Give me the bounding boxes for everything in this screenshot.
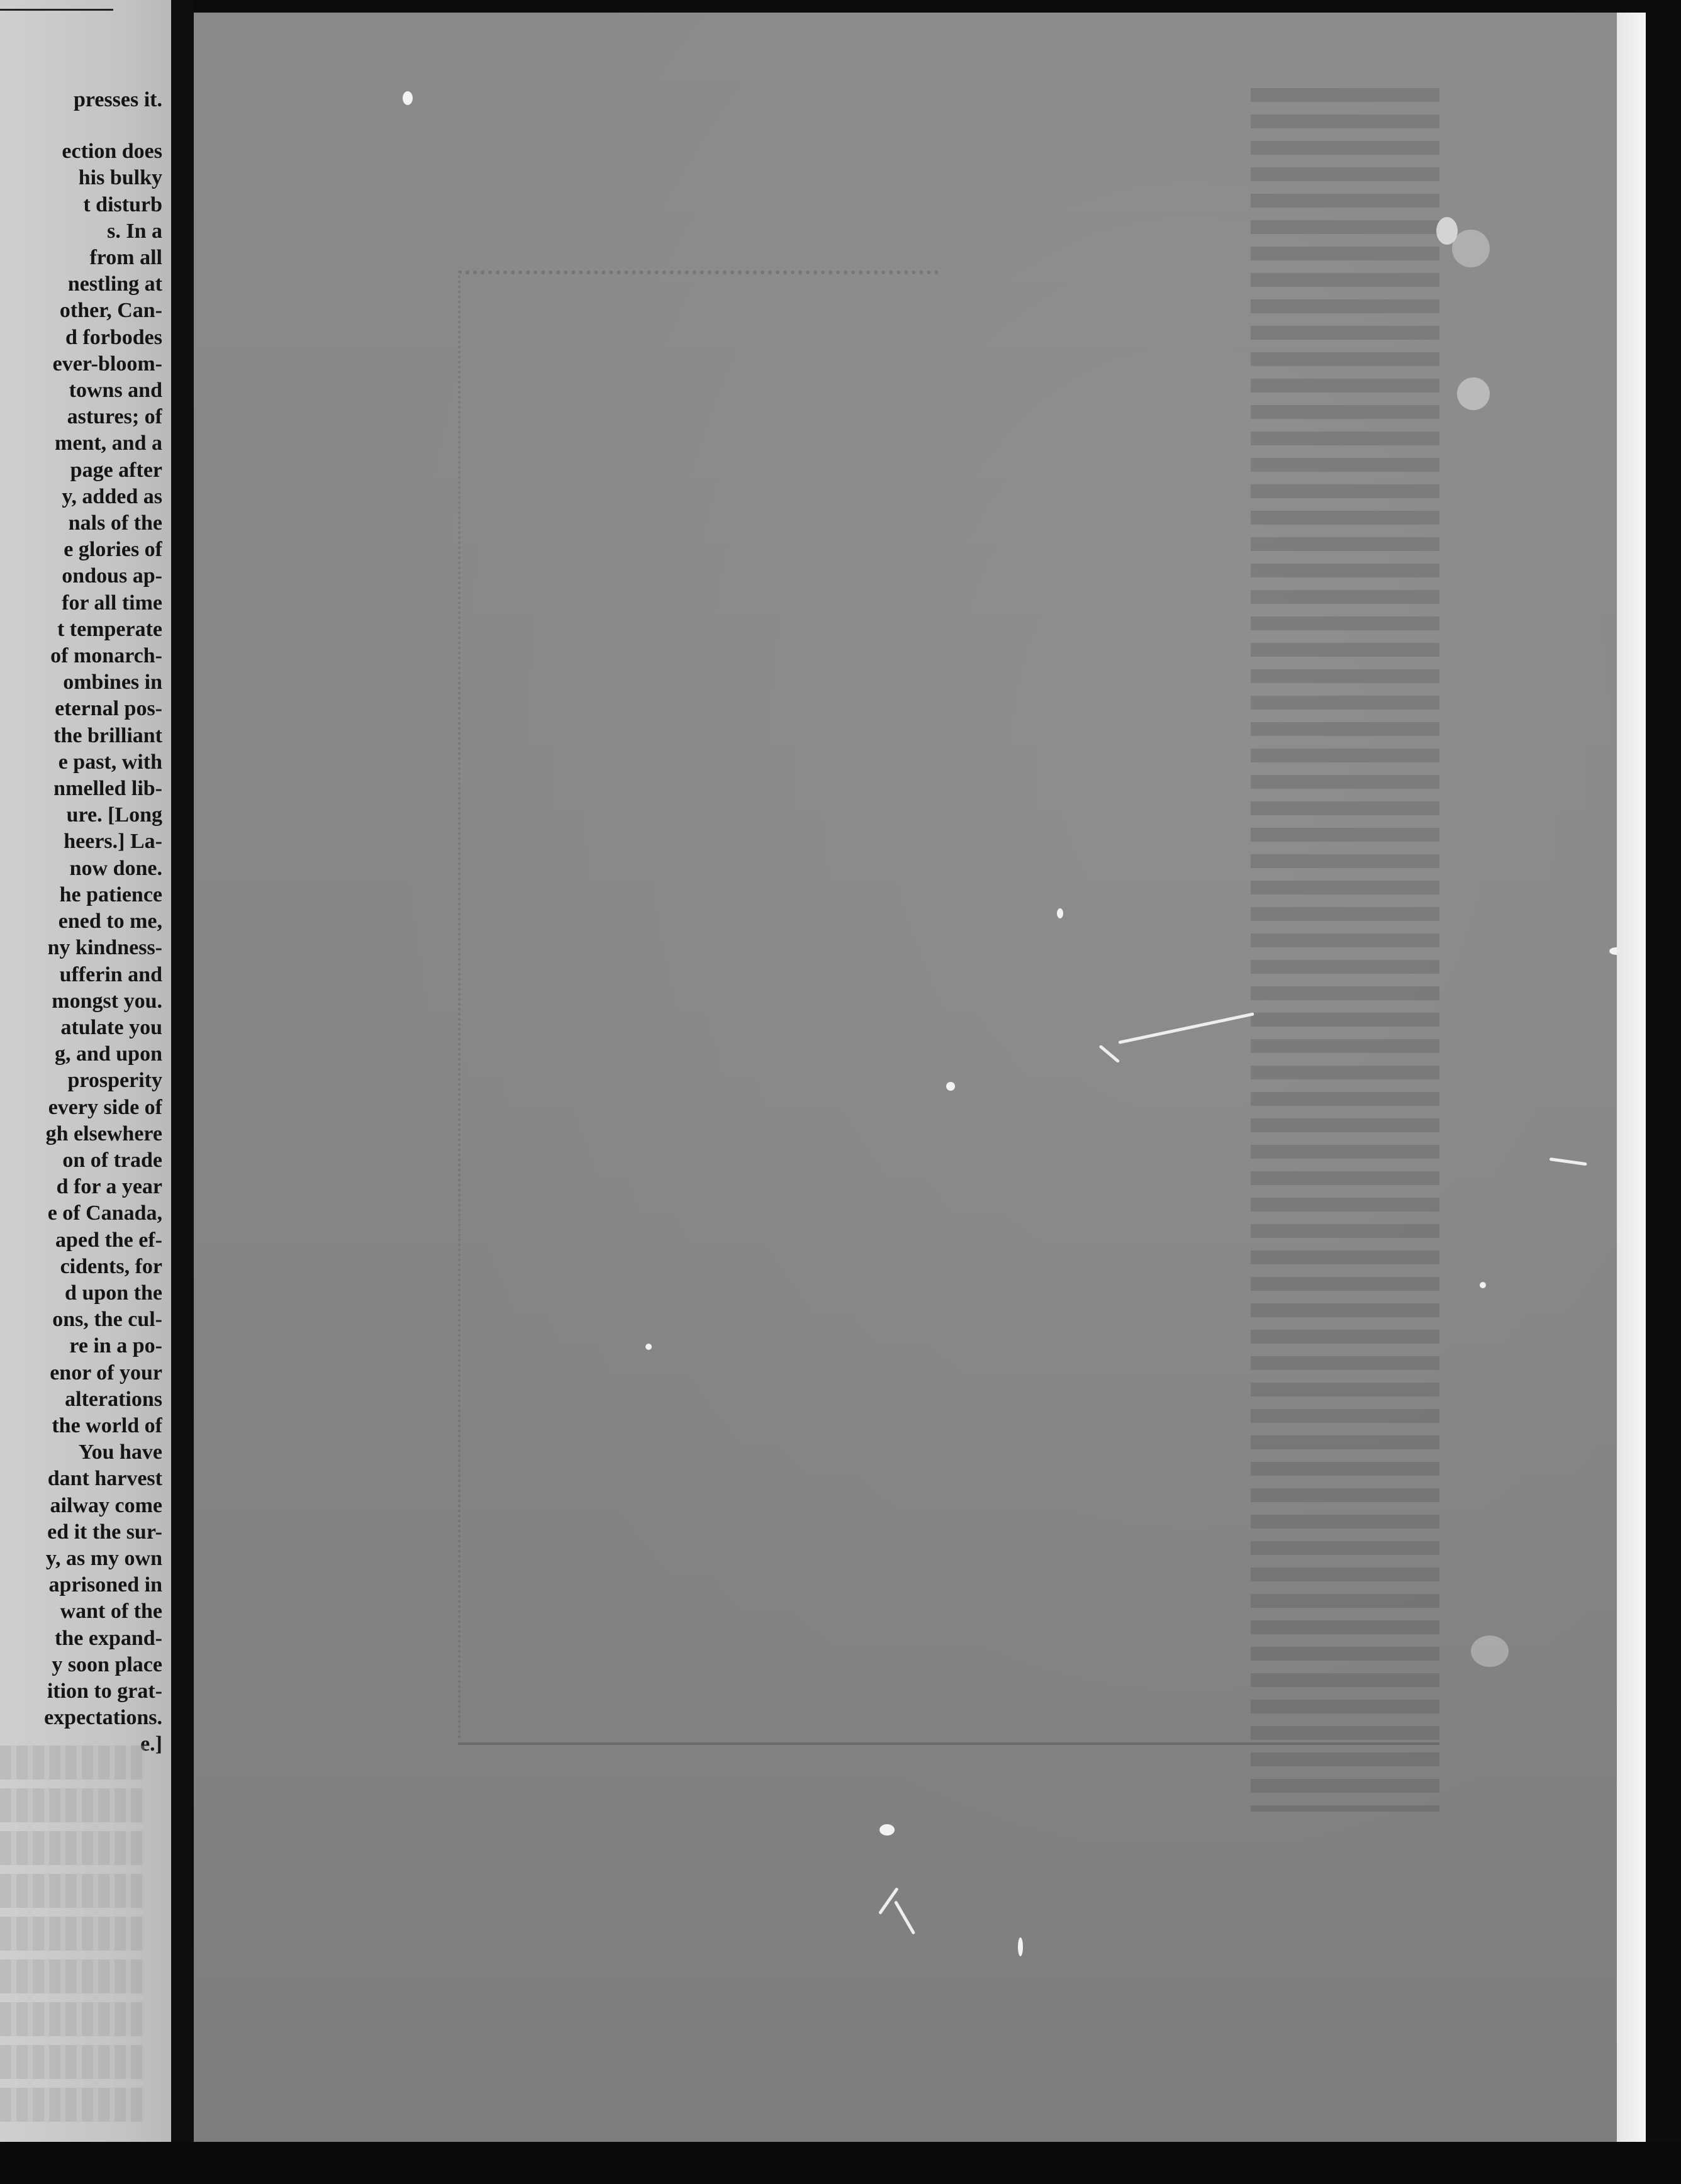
column-line: ever-bloom- [52,352,162,376]
column-line: y, added as [62,484,162,508]
bleed-through-frame [458,270,939,1740]
column-rule [0,9,113,11]
column-line: You have [78,1440,162,1464]
column-line: ure. [Long [66,803,162,827]
column-line: astures; of [67,405,162,429]
column-line: ition to grat- [47,1679,162,1703]
column-line: eternal pos- [55,697,162,721]
column-line: aprisoned in [48,1573,162,1597]
column-line: d upon the [65,1281,162,1305]
page-gutter [171,0,194,2184]
column-line: d for a year [56,1175,162,1199]
column-text [0,87,162,1758]
column-line: gh elsewhere [45,1122,162,1145]
column-line: page after [70,458,162,482]
column-line: aped the ef- [55,1228,162,1252]
column-line: the brilliant [53,723,162,747]
column-line: ection does [62,140,162,164]
dust-speck [946,1082,955,1091]
column-line: ufferin and [59,962,162,986]
dust-speck [1480,1282,1486,1288]
dust-speck [1018,1937,1023,1956]
column-line: of monarch- [50,644,162,668]
scratch-mark [1118,1012,1254,1044]
column-line: now done. [69,856,162,880]
column-line: nmelled lib- [53,777,162,801]
column-line: ed it the sur- [47,1520,162,1544]
column-line: d forbodes [65,325,162,349]
scratch-mark [894,1900,915,1934]
column-line: e of Canada, [47,1201,162,1225]
dust-speck [403,91,413,105]
column-line: ombines in [63,671,162,694]
column-line: ailway come [50,1493,162,1517]
column-line: presses it. [73,88,162,111]
column-line: e glories of [64,538,162,562]
column-line: heers.] La- [64,830,162,854]
dust-speck [880,1824,895,1836]
bleed-through-rule [458,1742,1439,1745]
column-line: t disturb [83,192,162,216]
column-line: ment, and a [55,432,162,455]
column-line: other, Can- [59,299,162,323]
dust-speck [1057,908,1063,918]
column-line: y soon place [52,1652,162,1676]
column-line: expectations. [44,1706,162,1730]
dust-speck [645,1344,652,1350]
column-line: for all time [62,591,162,615]
column-line: towns and [69,379,162,403]
column-line: g, and upon [54,1042,162,1066]
column-line: t temperate [57,617,162,641]
scratch-mark [1550,1157,1587,1166]
column-line: y, as my own [45,1546,162,1570]
column-line: every side of [48,1095,162,1119]
column-line: atulate you [60,1015,162,1039]
dust-speck [1471,1635,1509,1667]
column-line: his bulky [78,166,162,190]
page-right-edge [1617,13,1646,2142]
column-line: on of trade [62,1148,162,1172]
column-line: dant harvest [47,1467,162,1491]
column-line: mongst you. [52,989,162,1013]
column-line: re in a po- [69,1334,162,1358]
column-line: nestling at [67,272,162,296]
column-line: cidents, for [60,1254,162,1278]
dust-speck [1457,377,1490,410]
column-line: ened to me, [58,910,162,933]
column-line: s. In a [107,219,162,243]
column-line: ny kindness- [47,936,162,960]
column-line: nals of the [68,511,162,535]
scratch-mark [1098,1045,1120,1064]
column-line: the world of [52,1413,162,1437]
column-line: he patience [59,883,162,906]
column-line: from all [89,246,162,270]
column-line: want of the [60,1600,162,1624]
bleed-through-column [1251,88,1439,1812]
column-line: e past, with [58,750,162,774]
column-line: alterations [65,1387,162,1411]
column-line: the expand- [55,1626,162,1650]
faint-bleed-text [0,1746,162,2131]
column-line: e.] [140,1732,162,1756]
column-line: prosperity [67,1069,162,1093]
column-line: ondous ap- [62,564,162,588]
dust-speck [1609,947,1617,955]
blank-page [194,13,1617,2142]
dust-speck [1452,230,1490,267]
scan-bottom-border [0,2142,1681,2184]
left-column-strip [0,0,171,2169]
column-line: enor of your [50,1361,162,1384]
column-line: ons, the cul- [52,1308,162,1332]
